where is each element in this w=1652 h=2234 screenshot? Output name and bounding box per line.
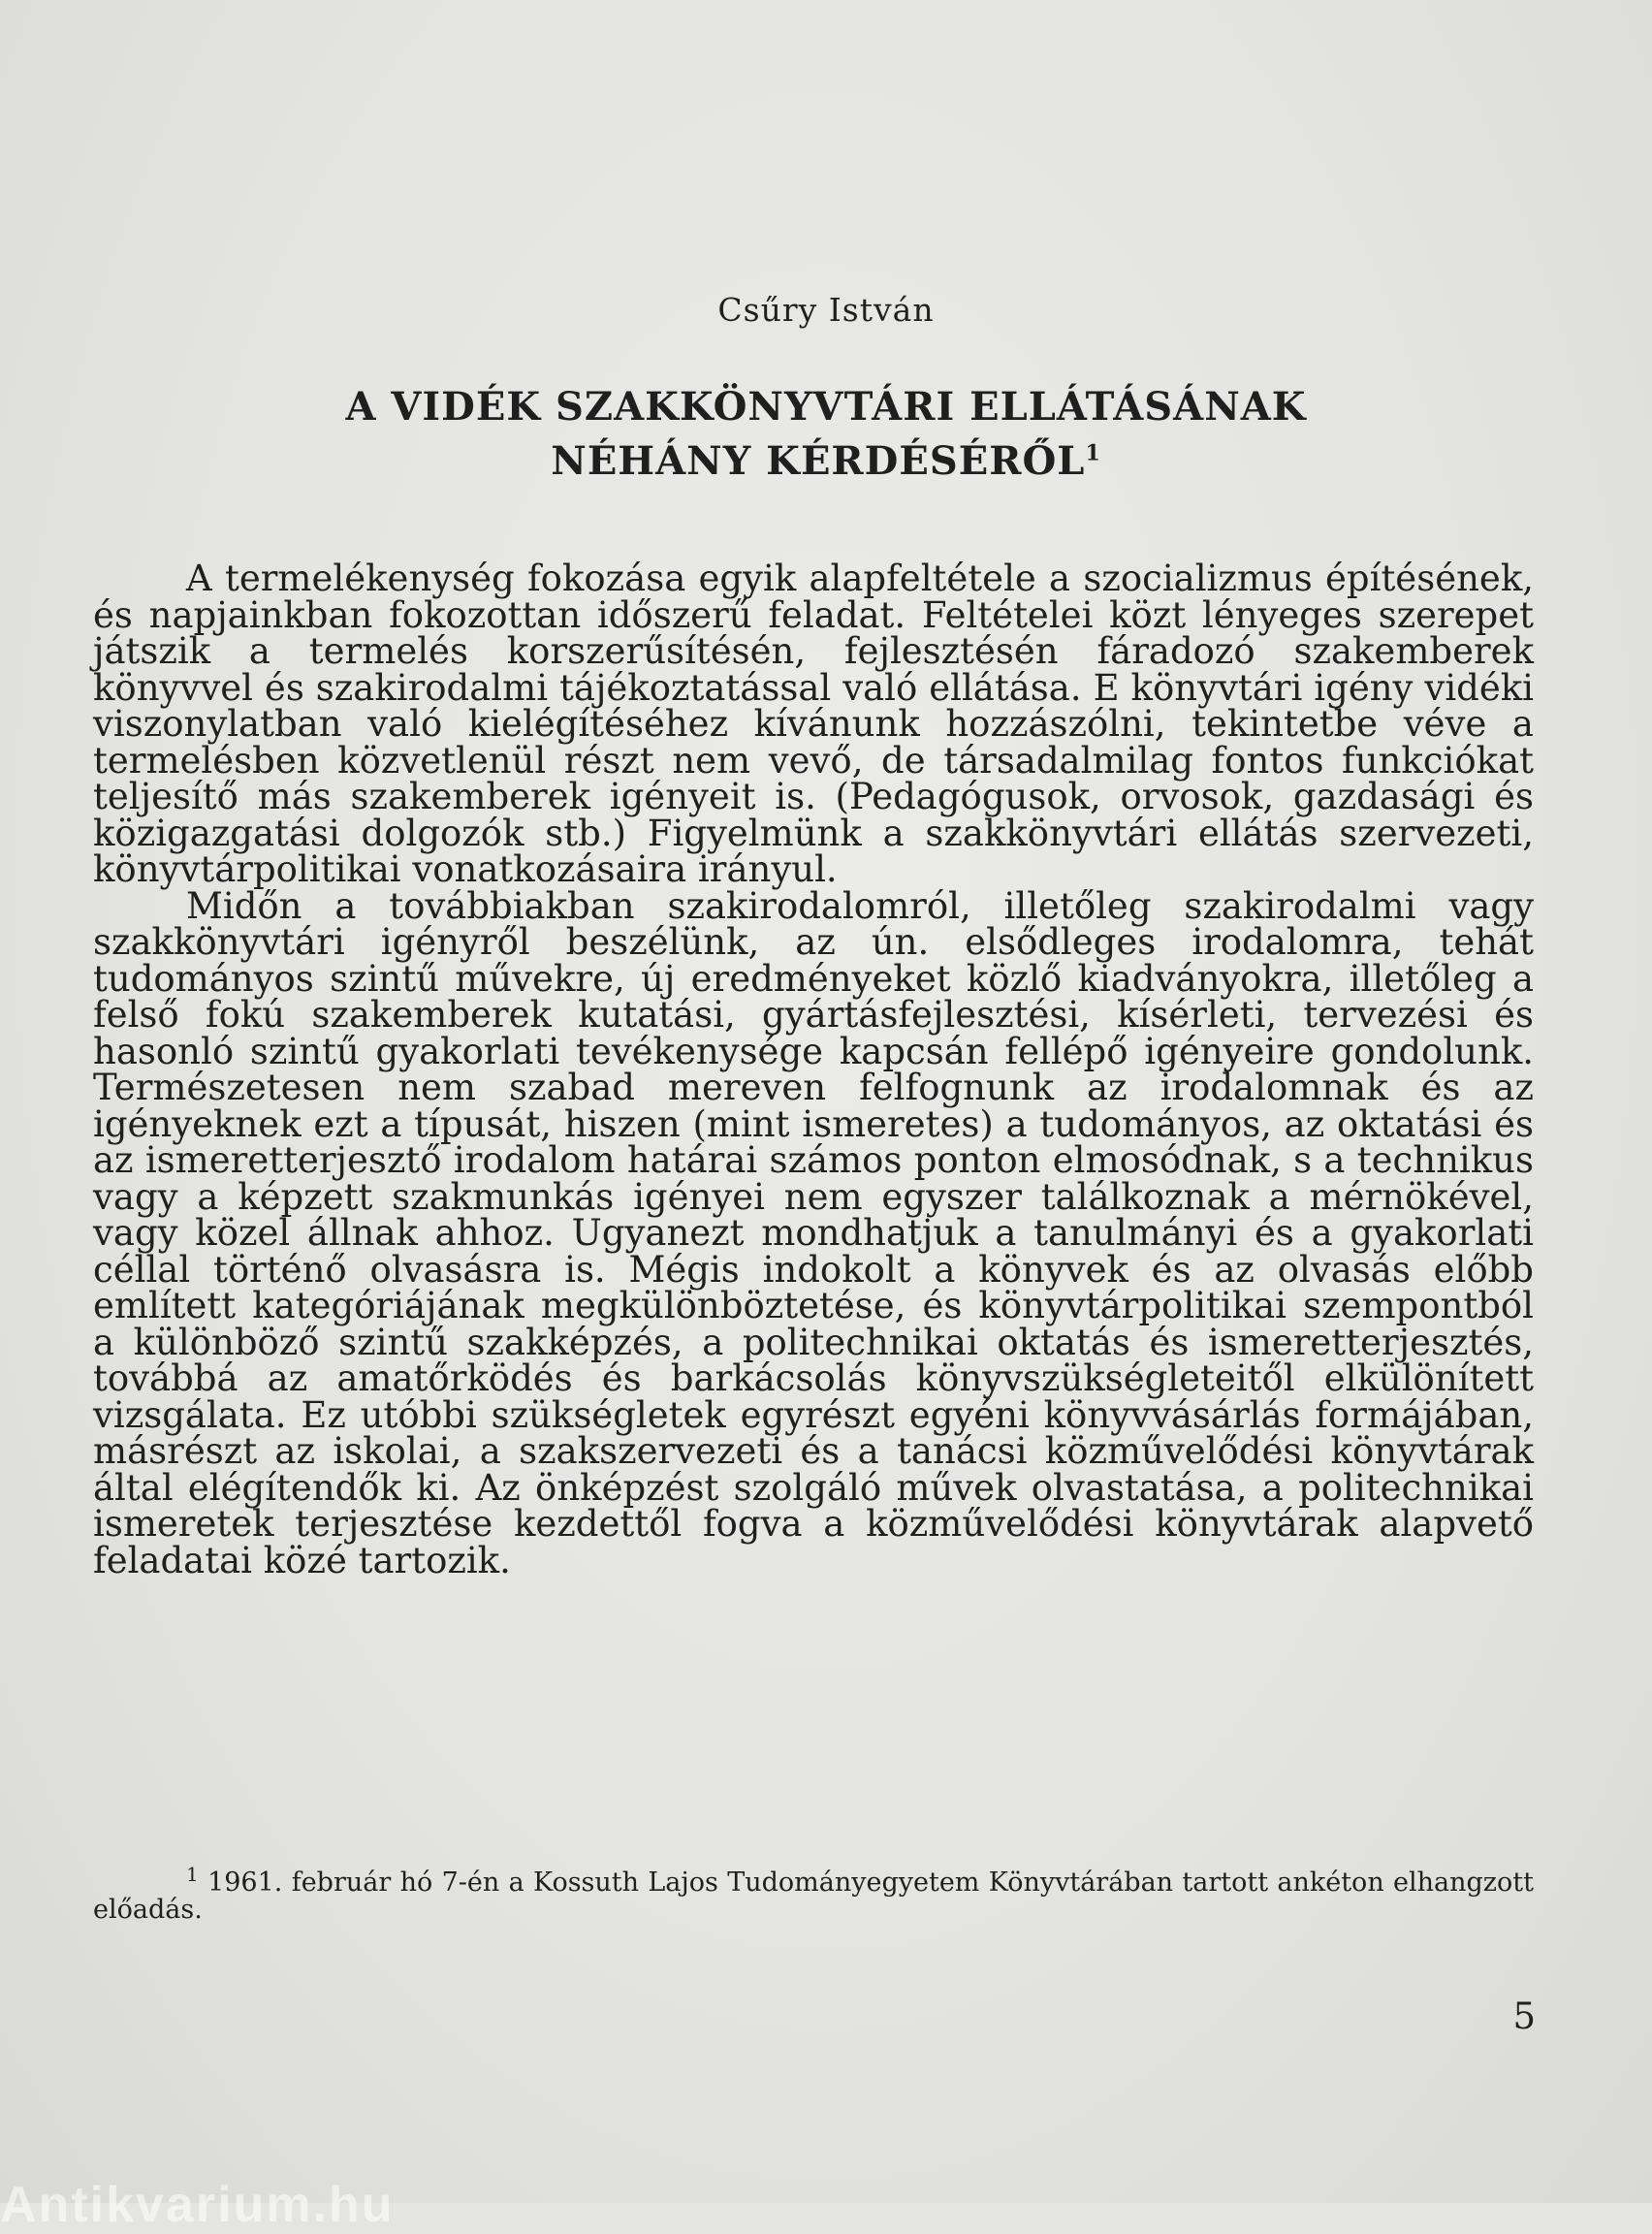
author-name: Csűry István <box>717 291 935 329</box>
body-text <box>93 560 1534 1579</box>
article-title <box>0 380 1652 489</box>
title-line-1: A VIDÉK SZAKKÖNYVTÁRI ELLÁTÁSÁNAK <box>345 384 1307 430</box>
footnote <box>93 1863 1534 1925</box>
title-footnote-mark: 1 <box>1085 440 1101 466</box>
watermark: Antikvarium.hu <box>0 2177 395 2233</box>
title-line-2-text: NÉHÁNY KÉRDÉSÉRŐL <box>551 438 1086 484</box>
title-line-2 <box>0 434 1652 489</box>
paragraph: Midőn a továbbiakban szakirodalomról, illetőleg szakirodalmi vagy szakkönyvtári igényről beszélünk, az ún. elsődleges irodalomra, tehát tudományos szintű művekre, új eredményeket közlő kiadványokra, illetőleg a felső fokú szakemberek kutatási, gyártásfejlesztési, kísérleti, tervezési és hasonló szintű gyakorlati tevékenysége kapcsán fellépő igényeire gondolunk. Természetesen nem szabad mereven felfognunk az irodalomnak és az igényeknek ezt a típusát, hiszen (mint ismeretes) a tudományos, az oktatási és az ismeretterjesztő irodalom határai számos ponton elmosódnak, s a technikus vagy a képzett szakmunkás igényei nem egyszer találkoznak a mérnökével, vagy közel állnak ahhoz. Ugyanezt mondhatjuk a tanulmányi és a gyakorlati céllal történő olvasásra is. Mégis indokolt a könyvek és az olvasás előbb említett kategóriájának megkülönböztetése, és könyvtárpolitikai szempontból a különböző szintű szakképzés, a politechnikai oktatás és ismeretterjesztés, továbbá az amatőrködés és barkácsolás könyvszükségleteitől elkülönített vizsgálata. Ez utóbbi szükségletek egyrészt egyéni könyvvásárlás formájában, másrészt az iskolai, a szakszervezeti és a tanácsi közművelődési könyvtárak által elégítendők ki. Az önképzést szolgáló művek olvastatása, a politechnikai ismeretek terjesztése kezdettől fogva a közművelődési könyvtárak alapvető feladatai közé tartozik. <box>93 884 1534 1581</box>
footnote-mark: 1 <box>186 1863 199 1886</box>
page-number: 5 <box>1512 1995 1536 2037</box>
paragraph: A termelékenység fokozása egyik alapfeltétele a szocializmus építésének, és napjainkban fokozottan időszerű feladat. Feltételei közt lényeges szerepet játszik a termelés korszerűsítésén, fejlesztésén fáradozó szakemberek könyvvel és szakirodalmi tájékoztatással való ellátása. E könyvtári igény vidéki viszonylatban való kielégítéséhez kívánunk hozzászólni, tekintetbe véve a termelésben közvetlenül részt nem vevő, de társadalmilag fontos funkciókat teljesítő más szakemberek igényeit is. (Pedagógusok, orvosok, gazdasági és közigazgatási dolgozók stb.) Figyelmünk a szakkönyvtári ellátás szervezeti, könyvtárpolitikai vonatkozásaira irányul. <box>93 558 1534 890</box>
footnote-text: 1961. február hó 7-én a Kossuth Lajos Tudományegyetem Könyvtárában tartott ankéton elhangzott előadás. <box>93 1867 1534 1925</box>
